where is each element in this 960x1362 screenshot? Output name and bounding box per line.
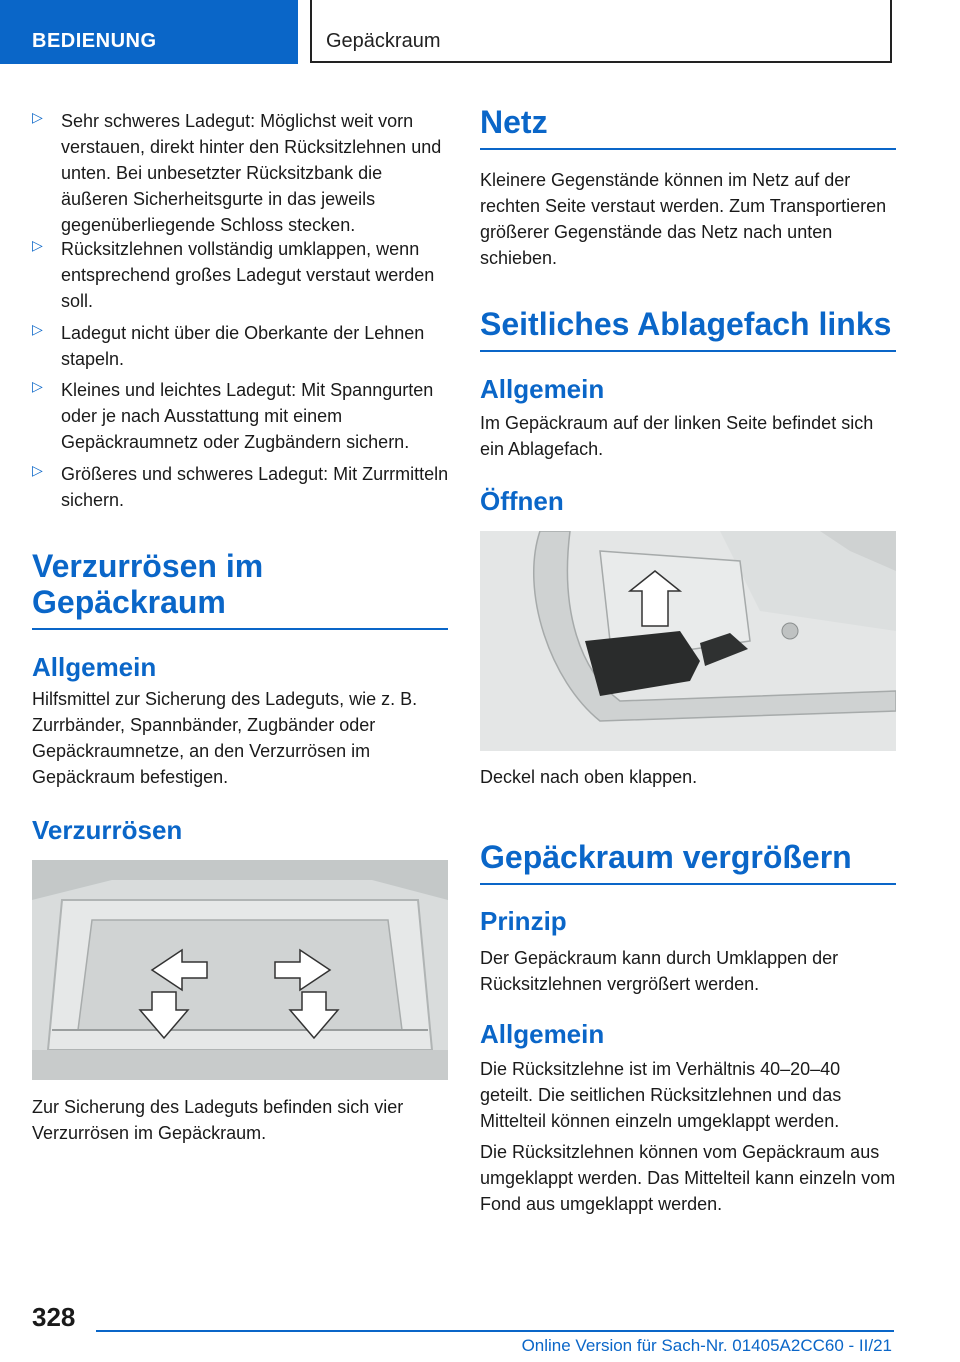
figure-caption-oeffnen: Deckel nach oben klappen. [480, 767, 698, 787]
footer-divider [96, 1330, 894, 1332]
trunk-lashing-figure [32, 860, 448, 1080]
bullet-triangle-icon: ▷ [32, 237, 43, 253]
list-item-text: Sehr schweres Ladegut: Möglichst weit vorn verstauen, direkt hinter den Rücksitzlehnen und unten. Bei unbesetzter Rücksitzbank die äußeren Sicherheitsgurte in das jeweils gegenüberliegende Schloss stecken. [61, 111, 442, 235]
bullet-triangle-icon: ▷ [32, 462, 43, 478]
bullet-triangle-icon: ▷ [32, 378, 43, 394]
paragraph-umklappen: Die Rücksitzlehnen können vom Gepäckraum aus umgeklappt werden. Das Mittelteil kann einzeln vom Fond aus umgeklappt werden. [480, 1142, 896, 1214]
paragraph-allgemein: Hilfsmittel zur Sicherung des Ladeguts, wie z. B. Zurrbänder, Spannbänder, Zugbänder oder Gepäckraumnetze, an den Verzurrösen im Gepäckraum befestigen. [32, 689, 418, 787]
section-heading-verzurroesen: Verzurrösen im Gepäckraum [32, 548, 448, 630]
section-tab [0, 0, 298, 64]
subheading-allgemein: Allgemein [480, 1019, 605, 1049]
paragraph-teilung: Die Rücksitzlehne ist im Verhältnis 40–20–40 geteilt. Die seitlichen Rücksitzlehnen und das Mittelteil können einzeln umgeklappt werden. [480, 1059, 842, 1131]
subheading-allgemein: Allgemein [32, 652, 157, 682]
page-title: Gepäckraum [326, 30, 441, 52]
paragraph-ablagefach: Im Gepäckraum auf der linken Seite befindet sich ein Ablagefach. [480, 413, 874, 459]
list-item-text: Rücksitzlehnen vollständig umklappen, wenn entsprechend großes Ladegut verstaut werden soll. [61, 239, 435, 311]
subheading-prinzip: Prinzip [480, 906, 567, 936]
section-heading-netz: Netz [480, 104, 896, 150]
figure-caption-verzurroesen: Zur Sicherung des Ladeguts befinden sich vier Verzurrösen im Gepäckraum. [32, 1097, 404, 1143]
section-heading-ablagefach: Seitliches Ablagefach links [480, 306, 896, 352]
list-item-text: Ladegut nicht über die Oberkante der Lehnen stapeln. [61, 323, 425, 369]
list-item-text: Kleines und leichtes Ladegut: Mit Spanngurten oder je nach Ausstattung mit einem Gepäckraumnetz oder Zugbändern sichern. [61, 380, 434, 452]
list-item-text: Größeres und schweres Ladegut: Mit Zurrmitteln sichern. [61, 464, 449, 510]
bullet-triangle-icon: ▷ [32, 109, 43, 125]
subheading-allgemein: Allgemein [480, 374, 605, 404]
section-heading-vergroessern: Gepäckraum vergrößern [480, 839, 896, 885]
trunk-illustration [32, 860, 448, 1080]
paragraph-netz: Kleinere Gegenstände können im Netz auf der rechten Seite verstaut werden. Zum Transportieren größerer Gegenstände das Netz nach unten schieben. [480, 170, 887, 268]
storage-compartment-figure [480, 531, 896, 751]
subheading-oeffnen: Öffnen [480, 486, 564, 516]
online-version-link[interactable]: Online Version für Sach-Nr. 01405A2CC60 - II/21 [521, 1336, 892, 1355]
bullet-triangle-icon: ▷ [32, 321, 43, 337]
subheading-verzurroesen: Verzurrösen [32, 815, 183, 845]
compartment-illustration [480, 531, 896, 751]
section-label: BEDIENUNG [32, 30, 157, 52]
page-header [310, 0, 892, 63]
page-number: 328 [32, 1302, 76, 1332]
paragraph-prinzip: Der Gepäckraum kann durch Umklappen der Rücksitzlehnen vergrößert werden. [480, 948, 839, 994]
